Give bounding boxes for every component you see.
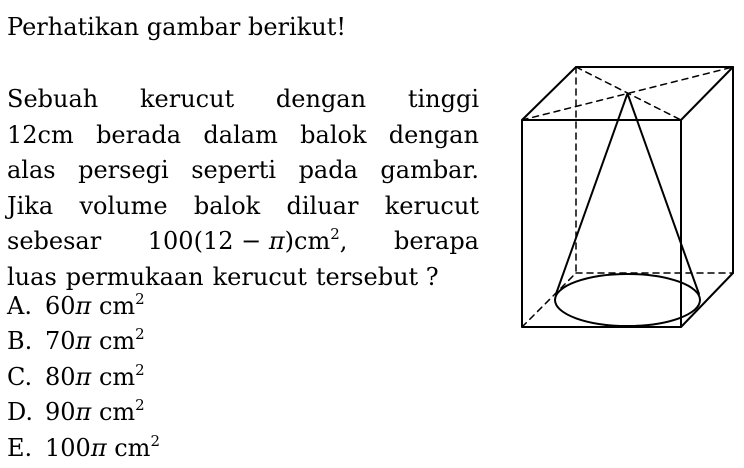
word: kerucut bbox=[384, 191, 479, 220]
box-bottom-right-edge bbox=[681, 273, 733, 327]
word: berada bbox=[96, 120, 182, 149]
option-unit: cm bbox=[114, 433, 151, 462]
option-number: 80 bbox=[45, 362, 76, 391]
box-visible-edges bbox=[522, 67, 733, 327]
word: seperti bbox=[191, 156, 277, 184]
word: sebesar bbox=[7, 227, 102, 255]
word: tinggi bbox=[407, 85, 479, 113]
box-front-face bbox=[522, 120, 681, 327]
word: persegi bbox=[78, 156, 169, 184]
option-unit: cm bbox=[98, 327, 136, 356]
pi-symbol: π bbox=[268, 227, 285, 255]
exponent: 2 bbox=[135, 396, 145, 415]
option-unit: cm bbox=[98, 292, 136, 320]
pi-symbol: π bbox=[90, 433, 107, 462]
word: kerucut bbox=[212, 262, 307, 291]
word: pada bbox=[298, 156, 358, 184]
word: Sebuah bbox=[7, 85, 99, 113]
option-letter: E. bbox=[7, 433, 33, 462]
option-letter: C. bbox=[7, 362, 33, 391]
word: volume bbox=[79, 191, 168, 220]
option-unit: cm bbox=[98, 398, 136, 427]
option-number: 70 bbox=[45, 327, 76, 356]
word: luas bbox=[7, 262, 57, 291]
cone bbox=[555, 94, 700, 327]
word: diluar bbox=[286, 191, 359, 220]
word: balok bbox=[300, 120, 367, 149]
word: dalam bbox=[203, 120, 278, 149]
expr-suffix: )cm bbox=[284, 227, 331, 255]
pi-symbol: π bbox=[75, 292, 92, 320]
option-letter: D. bbox=[7, 398, 34, 427]
option-number: 90 bbox=[45, 398, 76, 427]
option-number: 100 bbox=[45, 433, 91, 462]
word: berapa bbox=[393, 227, 479, 255]
word: Jika bbox=[7, 191, 54, 220]
exponent: 2 bbox=[330, 225, 340, 243]
exponent: 2 bbox=[135, 325, 145, 344]
option-unit: cm bbox=[98, 362, 136, 391]
option-letter: B. bbox=[7, 327, 33, 356]
pi-symbol: π bbox=[75, 362, 92, 391]
exponent: 2 bbox=[135, 360, 145, 379]
box-top-left-edge bbox=[522, 67, 576, 120]
word: tersebut ? bbox=[315, 262, 439, 291]
word: dengan bbox=[388, 120, 479, 149]
expr-end: , bbox=[339, 227, 348, 255]
box-top-right-edge bbox=[681, 67, 733, 120]
word: 12cm bbox=[7, 120, 74, 149]
cone-base bbox=[555, 274, 700, 326]
box-hidden-edges bbox=[522, 67, 733, 327]
word: dengan bbox=[275, 85, 367, 113]
word: permukaan bbox=[65, 262, 204, 291]
word: balok bbox=[193, 191, 261, 220]
pi-symbol: π bbox=[75, 327, 92, 356]
cone-slant-left bbox=[556, 94, 628, 295]
exponent: 2 bbox=[150, 431, 160, 450]
word: gambar. bbox=[380, 156, 479, 184]
option-number: 60 bbox=[45, 292, 76, 320]
box-bottom-left-edge bbox=[522, 273, 576, 327]
page-title: Perhatikan gambar berikut! bbox=[7, 13, 346, 41]
word: kerucut bbox=[139, 85, 235, 113]
expr-prefix: 100(12 − bbox=[147, 227, 262, 255]
exponent: 2 bbox=[135, 290, 145, 308]
word: alas bbox=[7, 156, 56, 184]
cone-slant-right bbox=[628, 94, 700, 295]
option-letter: A. bbox=[7, 292, 32, 320]
pi-symbol: π bbox=[75, 398, 92, 427]
